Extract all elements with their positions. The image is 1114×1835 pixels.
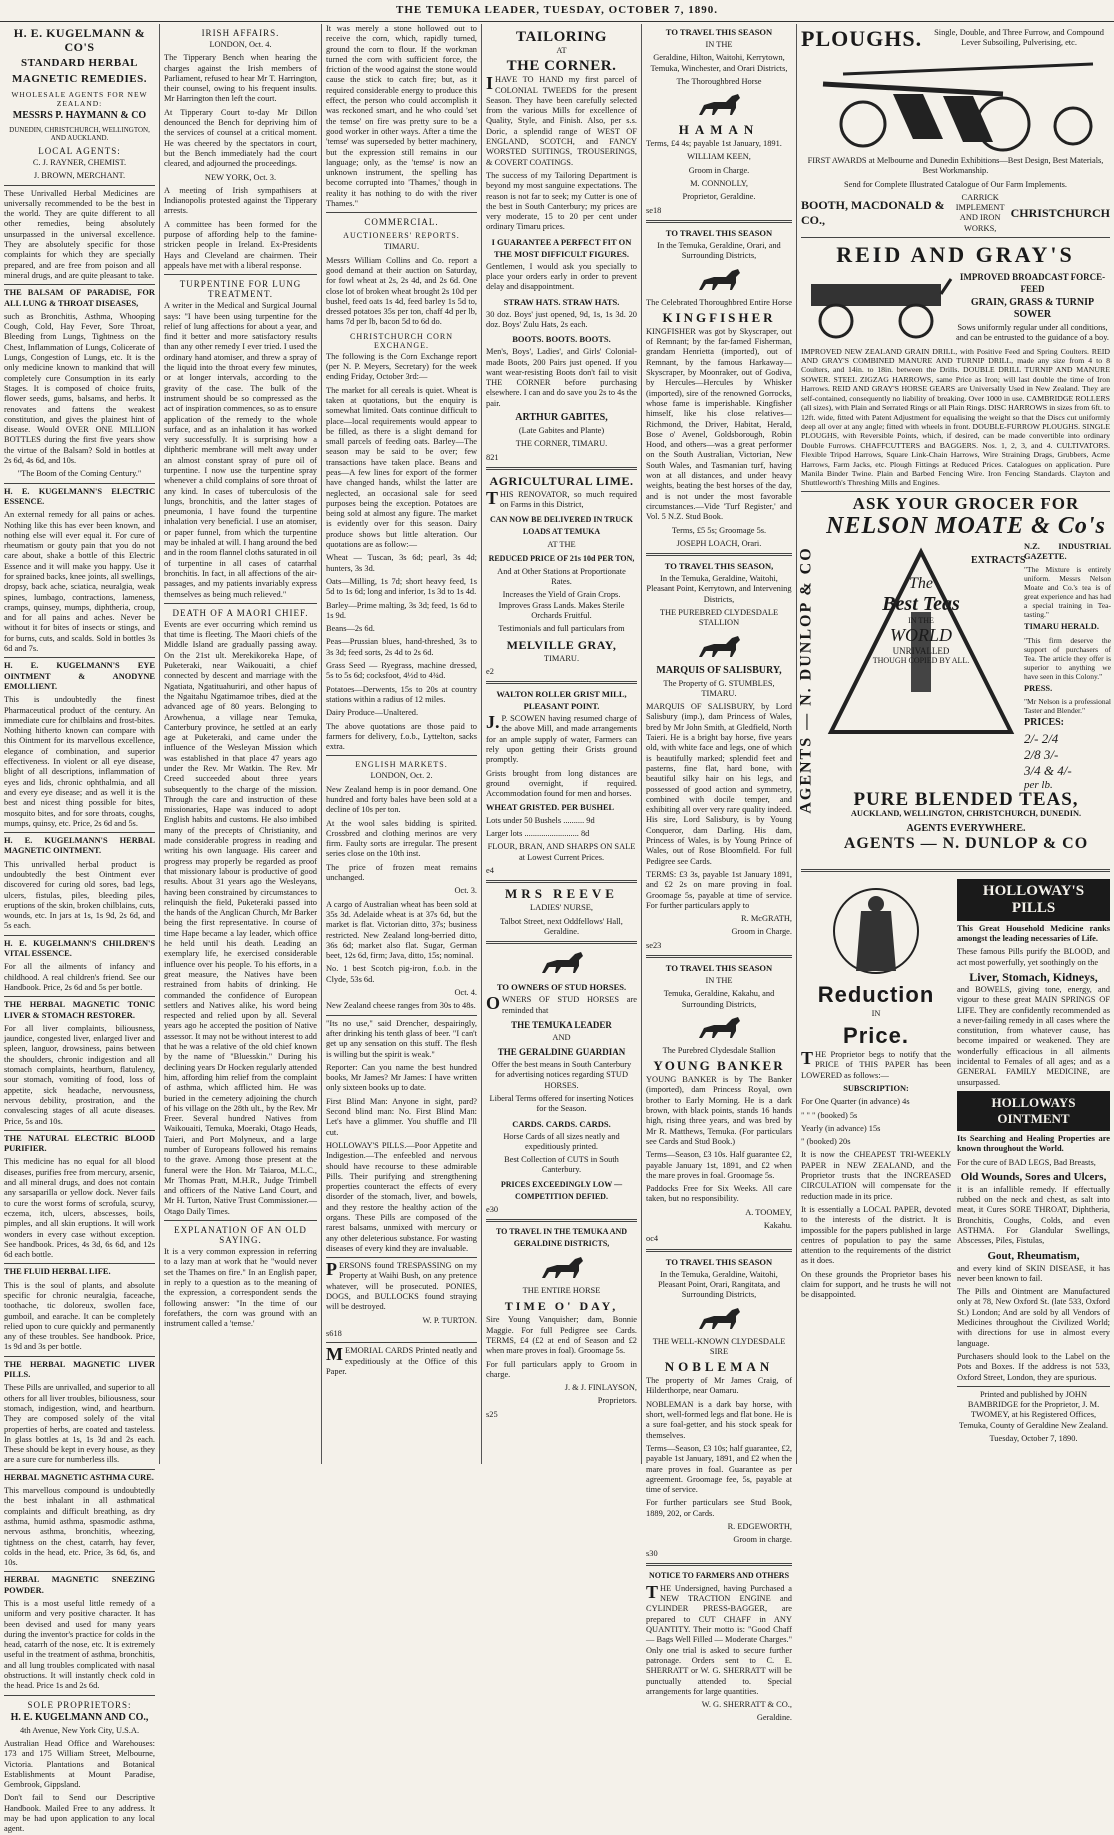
- tea-the: The: [909, 574, 933, 592]
- plough-illustration: [803, 54, 1108, 154]
- finlayson: J. & J. FINLAYSON,: [564, 1383, 637, 1393]
- horse-icon: [694, 632, 744, 662]
- column-3: [322, 24, 482, 1464]
- kingfisher-prop: JOSEPH LOACH, Orari.: [676, 538, 762, 548]
- english-markets-heading: ENGLISH MARKETS.: [355, 760, 448, 770]
- pure-blended: PURE BLENDED TEAS,: [853, 789, 1079, 811]
- boots-text: Men's, Boys', Ladies', and Girls' Colonial-made Boots, 200 Pairs just opened. If you want wear-resisting Boots don't fail to visit THE CORNER before purchasing elsewhere. I can and do save you 2s to 4s the pair.: [486, 347, 637, 408]
- friend-emblem: [801, 876, 951, 976]
- printed-by: Printed and published by JOHN BAMBRIDGE for the Proprietor, J. M. TWOMEY, at his Registered Offices, Temuka, County of Geraldine New Zealand.: [959, 1389, 1108, 1430]
- corn-text-2: The market for all cereals is quiet. Wheat is taken at quotations, but the enquiry is somewhat limited. Oats continue difficult to place—local requirements would appear to be filled, as there is a slight demand for small parcels of feeding oats. Barley—The season may be said to be over; few transactions have taken place. Beans and peas—A few lines for export of the former have changed hands, whilst the latter are neglected, an occasional sale for seed purposes being the exception. Potatoes are being sold at almost any figure. The market is evidently over for this season. Dairy produce shows but little alteration. Our quotations are as follow:—: [326, 385, 477, 550]
- agents-name: MESSRS P. HAYMANN & CO: [12, 110, 147, 121]
- marquis-text: MARQUIS OF SALISBURY, by Lord Salisbury (imp.), dam Princess of Wales, bred by Mr John Smith, at Gledfield, North Taieri. He is a bright bay horse, five years old, with white face and legs, one of which is beautifully marked; splendid feet and pasterns, fine flat, hard bone, with beautiful silky hair on his legs, and possessed of good action and symmetry, combined with docile temper, and exhibiting all over very rare quality indeed. His sire, Lord Salisbury, is by Young Conqueror, dam Darling. His dam, Princess of Wales, is by Young Prince of Wales, out of Rose Bloomfield. For full Pedigree see Cards.: [646, 702, 792, 866]
- owners-terms: Liberal Terms offered for inserting Notices for the Season.: [489, 1094, 634, 1114]
- finlayson-no: s25: [486, 1409, 498, 1419]
- travel-3-dist: In the Temuka, Geraldine, Waitohi, Pleasant Point, Kerrytown, and Intervening Districts,: [646, 574, 792, 604]
- saying-text: It is a very common expression in referring to a lazy man at work that he "would never set the Thames on fire." In an English paper, in reply to a question as to the meaning of the expression, a correspondent sends the following answer: "In the time of our forefathers, the corn was ground with an instrument called a 'temse.': [164, 1247, 317, 1329]
- nobleman-groom: R. EDGEWORTH,: [727, 1521, 792, 1531]
- column-2: [160, 24, 322, 1464]
- arthur-gabites: ARTHUR GABITES,: [515, 412, 608, 424]
- ho-4: it is an infallible remedy. If effectually rubbed on the neck and chest, as salt into meat, it Cures SORE THROAT, Diphtheria, Bronchitis, Coughs, Colds, and even ASTHMA. For Glandular Swellings, Abscesses, Piles, Fistulas,: [957, 1184, 1110, 1246]
- nobleman-prop: The property of Mr James Craig, of Hilderthorpe, near Oamaru.: [646, 1376, 792, 1396]
- straw-hats: STRAW HATS. STRAW HATS.: [503, 296, 620, 307]
- sole-office: Australian Head Office and Warehouses: 173 and 175 William Street, Melbourne, Victoria. Plantations and Botanical Establishments at Mount Paradise, Gembrook, Gippsland.: [4, 1738, 155, 1790]
- agents-everywhere: AGENTS EVERYWHERE.: [906, 822, 1026, 834]
- young-banker: YOUNG BANKER: [653, 1058, 785, 1074]
- cuts-text: Best Collection of CUTS in South Canterbury.: [504, 1155, 619, 1175]
- column-5: [642, 24, 797, 1723]
- banker-no: oc4: [646, 1234, 659, 1244]
- ladies-nurse: LADIES' NURSE,: [530, 903, 593, 913]
- side-press-text: "Mr Nelson is a professional Taster and Blender.": [1024, 696, 1111, 715]
- oct3-label: Oct. 3.: [454, 886, 477, 896]
- kugelmann-title-3: MAGNETIC REMEDIES.: [12, 73, 147, 85]
- wheat-quote: Wheat — Tuscan, 3s 6d; pearl, 3s 4d; hunters, 3s 3d.: [326, 553, 477, 573]
- flour-no: e4: [486, 866, 494, 876]
- sole-address: 4th Avenue, New York City, U.S.A.: [19, 1725, 140, 1735]
- travel-1-inthe: IN THE: [705, 40, 733, 49]
- marquis-no: se23: [646, 940, 662, 950]
- vertical-dunlop: [797, 495, 817, 865]
- reduction-in: IN: [871, 1008, 881, 1018]
- cheese-text: New Zealand cheese ranges from 30s to 48s.: [326, 1001, 476, 1011]
- grist-text: Grists brought from long distances are ground overnight, if required. Accommodation found for men and horses.: [486, 768, 637, 799]
- notice-heading: NOTICE TO FARMERS AND OTHERS: [648, 1570, 790, 1580]
- marquis-groom: R. McGRATH,: [741, 914, 792, 924]
- vertical-dunlop-text: AGENTS — N. DUNLOP & CO: [798, 546, 816, 814]
- lime-test: Testimonials and full particulars from: [498, 624, 625, 634]
- balsam-text: such as Bronchitis, Asthma, Whooping Cough, Cold, Hay Fever, Sore Throat, Bleeding from Lungs, Tightness on the Chest, Inflammation of Lungs, Colicerate of Lungs, Congestion of Lungs, etc. It is the only medicine known to mankind that will completely cure Consumption in its early Stages. It is composed of choice fruits, flower seeds, gums, balsams, and herbs. It renovates and fattens the weakest constitution, and gives the plainest hint of disease. Would OVER ONE MILLION BOTTLES during the first five years show the virtue of the Balsam? Sold in bottles at 2s 6d, 4s 6d, and 10s.: [4, 311, 155, 466]
- ho-8: Purchasers should look to the Label on the Pots and Boxes. If the address is not 533, Oxford Street, London, they are spurious.: [957, 1351, 1110, 1382]
- masthead: THE TEMUKA LEADER, TUESDAY, OCTOBER 7, 1890.: [0, 0, 1114, 22]
- column-6: [797, 24, 1114, 1464]
- banker-prop: A. TOOMEY,: [745, 1207, 792, 1217]
- travel-1-heading: TO TRAVEL THIS SEASON: [665, 27, 773, 37]
- arthur-addr: THE CORNER, TIMARU.: [515, 439, 608, 449]
- entire-horse: THE ENTIRE HORSE: [522, 1286, 601, 1296]
- boom-text: "The Boom of the Coming Century.": [17, 469, 142, 479]
- haman-prop-2: Proprietor, Geraldine.: [682, 192, 756, 202]
- owners-offer: Offer the best means in South Canterbury for advertising notices regarding STUD HORSES.: [491, 1060, 632, 1090]
- hp-4: and BOWELS, giving tone, energy, and vigour to these great MAIN SPRINGS OF LIFE. They are confidently recommended as a never-failing remedy in all cases where the constitution, from whatever cause, has become impaired or weakened. They are wonderfully efficacious in all ailments incidental to Females of all ages; and as a GENERAL FAMILY MEDICINE, are unsurpassed.: [957, 984, 1110, 1087]
- memorial-cards: MEMORIAL CARDS Printed neatly and expeditiously at the Office of this Paper.: [326, 1344, 477, 1376]
- ho-5: Gout, Rheumatism,: [987, 1249, 1080, 1262]
- irish-text-4: A committee has been formed for the purpose of affording help to the famine-stricken people in Ireland. Ex-Presidents Hays and Cleveland are chairmen. Their appeals have met with a liberal response.: [164, 219, 317, 270]
- beans-quote: Beans—2s 6d.: [326, 624, 375, 634]
- marquis-prop: The Property of G. STUMBLES, TIMARU.: [663, 678, 775, 698]
- lime-can: CAN NOW BE DELIVERED IN TRUCK LOADS AT TEMUKA: [489, 514, 634, 536]
- prices-low: PRICES EXCEEDINGLY LOW — COMPETITION DEFIED.: [500, 1179, 623, 1201]
- ho-2: For the cure of BAD LEGS, Bad Breasts,: [957, 1157, 1096, 1167]
- price-1: 2/- 2/4: [1024, 731, 1059, 747]
- travel-2-sub: The Celebrated Thoroughbred Entire Horse: [646, 297, 792, 307]
- saying-cont: It was merely a stone hollowed out to receive the corn, which, rapidly turned, ground the corn to flour. If the workman turned the corn with sufficient force, the friction of the wood against the stone would cause the stick to catch fire; but, as it required considerable energy to produce this effect, the person who could accomplish it was reckoned smart, and he who could 'set the temse' on fire was pretty sure to be a good worker in other ways. After a time the 'temse' was superseded by better machinery, but the expression still remains in our language; only, as the 'temse' is now an unknown instrument, the spelling has become corrupted into 'Thames,' though in reality it has nothing to do with the river Thames.": [326, 24, 477, 209]
- travel-2-dist: In the Temuka, Geraldine, Orari, and Surrounding Districts,: [657, 240, 781, 261]
- barley-quote: Barley—Prime malting, 3s 3d; feed, 1s 6d to 1s 9d.: [326, 600, 477, 620]
- agents-cities: DUNEDIN, CHRISTCHURCH, WELLINGTON, AND AUCKLAND.: [9, 126, 150, 142]
- holloway-pills-title: HOLLOWAY'S PILLS: [957, 879, 1110, 921]
- tod-text: Sire Young Vanquisher; dam, Bonnie Maggie. For full Pedigree see Cards. TERMS, £4 (£2 at end of Season and £2 when mare proves in foal). Groomage 5s.: [486, 1315, 637, 1356]
- agent-1: C. J. RAYNER, CHEMIST.: [32, 158, 127, 167]
- reid-improved: IMPROVED BROADCAST FORCE-FEED: [959, 272, 1106, 295]
- side-timaru: TIMARU HERALD.: [1024, 622, 1099, 632]
- kingfisher-text: KINGFISHER was got by Skyscraper, out of Remnant; by the far-famed Fisherman, grandam Henrietta (imported), out of Remnant, by the famous Harkaway—Skyscraper, by Moonraker, out of Godiva, by Hercules—Hercules by Whisker (imported), sire of the renowned Gorrocks, whose fame is imperishable. Kingfisher himself, like his close relatives—Richmond, the Driver, Habitat, Herald, Bose o' Avenel, Goldsborough, Robin Hood, and others—was a great performer on the South Australian, Victorian, New South Wales, and Tasmanian turf, having won at all distances, and under heavy weights, beating the best horses of the day, and is not under the most favorable circumstances.—Vide 'Turf Register,' and Vol. 5 N.Z. Stud Book.: [646, 326, 792, 522]
- travel-4-dist: Temuka, Geraldine, Kakahu, and Surrounding Districts,: [663, 989, 775, 1009]
- london-oct2: LONDON, Oct. 2.: [370, 771, 433, 781]
- irish-text-2: At Tipperary Court to-day Mr Dillon denounced the Bench for depriving him of the services of counsel at a critical moment. He was cheered by the spectators in court, but the Bench immediately had the court cleared, and adjourned the proceedings.: [164, 107, 317, 169]
- auctioneers-heading: AUCTIONEERS' REPORTS.: [343, 231, 460, 241]
- time-o-day: TIME O' DAY,: [504, 1299, 619, 1314]
- marquis-groom-2: Groom in Charge.: [731, 927, 792, 937]
- send-catalogue: Send for Complete Illustrated Catalogue of Our Farm Implements.: [843, 179, 1068, 189]
- wheat-gristed: WHEAT GRISTED. PER BUSHEL: [486, 802, 615, 812]
- haman-prop: M. CONNOLLY,: [690, 179, 748, 189]
- hemp-text: New Zealand hemp is in poor demand. One hundred and forty bales have been sold at a decline of 10s per ton.: [326, 784, 477, 815]
- meat-text: The price of frozen meat remains unchanged.: [326, 862, 477, 883]
- banker-terms: Terms—Season, £3 10s. Half guarantee £2, payable January 1st, 1891, and £2 when the mare proves in foal. Groomage 5s.: [646, 1150, 792, 1180]
- mrs-reeve: MRS REEVE: [505, 886, 618, 902]
- owners-and: AND: [552, 1032, 571, 1042]
- tea-extracts: EXTRACTS: [971, 554, 1026, 566]
- haman-no: se18: [646, 205, 662, 215]
- tailoring-at: AT: [556, 46, 567, 55]
- tea-though: THOUGH COPIED BY ALL.: [872, 655, 970, 665]
- travel-1-sub: The Thoroughbred Horse: [676, 76, 762, 86]
- asthma-text: This marvellous compound is undoubtedly the best inhalant in all asthmatical complaints and difficult breathing, as dry asthma, humid asthma, spasmodic asthma, nervous asthma, bronchitis, wheezing, tightness on the chest, catarrh, hay fever, colds in the head, etc. Price, 3s 6d, 6s, and 10s.: [4, 1486, 155, 1568]
- electric-text: An external remedy for all pains or aches. Nothing like this has ever been known, and nothing else will ever equal it. For cure of rheumatism or gouty pain that you do not care about, shake a bottle of this Electric Essence and it will make you happy. Use it for sprained backs, knee joints, all swellings, dropsy, back ache, sciatica, neuralgia, weak spines, lumbago, contractions, lameness, cramps, quinsey, mumps, diphtheria, croup, and for all pains and aches. Never be without it for bites of insects or stings, and for burns, cuts, and scalds. Sold in bottles 3s 6d and 7s.: [4, 510, 155, 654]
- ploughs-title: PLOUGHS.: [801, 26, 923, 51]
- owners-heading: TO OWNERS OF STUD HORSES.: [496, 982, 627, 993]
- ho-3: Old Wounds, Sores and Ulcers,: [960, 1170, 1107, 1183]
- travel-2-heading: TO TRAVEL THIS SEASON: [665, 227, 773, 238]
- lime-benefits: Increases the Yield of Grain Crops. Improves Grass Lands. Makes Sterile Orchards Fruitful.: [498, 590, 625, 620]
- ploughs-sub: Single, Double, and Three Furrow, and Compound Lever Subsoiling, Pulverising, etc.: [934, 28, 1104, 48]
- horse-icon: [694, 90, 744, 120]
- prices-label: PRICES:: [1024, 716, 1065, 728]
- boots-heading: BOOTS. BOOTS. BOOTS.: [512, 334, 611, 345]
- tea-cities: AUCKLAND, WELLINGTON, CHRISTCHURCH, DUNEDIN.: [850, 809, 1082, 819]
- sub-3: Yearly (in advance) 15s: [801, 1123, 881, 1133]
- arthur-sub: (Late Gabites and Plante): [518, 426, 605, 436]
- tea-unrivalled: UNRIVALLED: [892, 645, 950, 656]
- travel-4-heading: TO TRAVEL THIS SEASON: [665, 963, 773, 973]
- joke-2: Reporter: Can you name the best hundred books, Mr James? Mr James: I have written only sixteen books up to date.: [326, 1062, 477, 1093]
- child-text: For all the ailments of infancy and childhood. A real children's friend. See our Handbook. Price, 2s 6d and 5s per bottle.: [4, 962, 155, 992]
- tailoring-title: TAILORING: [516, 29, 607, 45]
- irish-text-3: A meeting of Irish sympathisers at Indianopolis protested against the Tipperary arrests.: [164, 185, 317, 216]
- ho-1: Its Searching and Healing Properties are known throughout the World.: [957, 1133, 1110, 1154]
- wool-text: At the wool sales bidding is spirited. Crossbred and clothing merinos are very firm. Faulty sorts are irregular. The present series close on the 10th inst.: [326, 818, 477, 859]
- melville-gray: MELVILLE GRAY,: [506, 637, 617, 652]
- tod-apply: For full particulars apply to Groom in charge.: [486, 1359, 637, 1379]
- blood-text: This medicine has no equal for all blood diseases, purifies free from mercury, arsenic, and all mineral drugs, and does not contain any sarsaparilla or yellow dock. Never fails to cure the worst forms of scrofula, scurvy, eczema, itch, ulcers, abscesses, boils, pimples, and all skin eruptions. It will work wonders in every case without exception. See handbook. Prices, 4s 3d, 6s 6d, and 12s 6d each bottle.: [4, 1157, 155, 1260]
- tailoring-corner: THE CORNER.: [506, 58, 617, 75]
- straw-text: 30 doz. Boys' just opened, 9d, 1s, 1s 3d. 20 doz. Boys' Zulu Hats, 2s each.: [486, 309, 637, 329]
- reid-gray-title: REID AND GRAY'S: [836, 242, 1075, 268]
- herbal-text: This unrivalled herbal product is undoubtedly the best Ointment ever discovered for curing old sores, bad legs, ulcers, fistulas, piles, bleeding piles, eruptions of the skin, broken chilblains, cuts, wounds, etc. In jars at 1s, 1s 9d, 2s 6d, and 5s each.: [4, 859, 155, 931]
- horse-icon: [694, 1013, 744, 1043]
- tea-inthe: IN THE: [908, 615, 934, 625]
- lime-reduced: REDUCED PRICE OF 21s 10d PER TON,: [488, 553, 635, 563]
- side-gazette-text: "The Mixture is entirely uniform. Messrs Nelson Moate and Co.'s tea is of great experience and has had a special training in Tea-tasting.": [1024, 565, 1111, 620]
- hp-1: This Great Household Medicine ranks amongst the leading necessaries of Life.: [957, 923, 1110, 944]
- tea-world: WORLD: [890, 624, 952, 645]
- maori-heading: DEATH OF A MAORI CHIEF.: [172, 607, 309, 618]
- reduction-text-2: It is now the CHEAPEST TRI-WEEKLY PAPER in NEW ZEALAND, and the Proprietor trusts that the INCREASED CIRCULATION will compensate for the reduction made in its price.: [801, 1150, 951, 1201]
- travel-4-inthe: IN THE: [705, 976, 733, 985]
- turpentine-heading: TURPENTINE FOR LUNG TREATMENT.: [179, 279, 302, 300]
- lime-other: And at Other Stations at Proportionate Rates.: [497, 566, 626, 587]
- commercial-heading: COMMERCIAL.: [364, 217, 439, 228]
- holloway-notice: HOLLOWAY'S PILLS.—Poor Appetite and Indigestion.—The enfeebled and nervous should have recourse to these admirable Pills. Their purifying and strengthening properties counteract the effects of every disorder of the stomach, liver, and bowels, and they restore the healthy action of the organs. These Pills are composed of the rarest balsams, unmixed with mercury or any other deleterious substance. For wasting diseases of every kind they are invaluable.: [326, 1140, 477, 1253]
- electric-heading: H. E. KUGELMANN'S ELECTRIC ESSENCE.: [4, 486, 155, 506]
- nobleman-part: For further particulars see Stud Book, 1889, 202, or Cards.: [646, 1498, 792, 1518]
- trespass-no: s618: [326, 1328, 342, 1338]
- owners-guardian: THE GERALDINE GUARDIAN: [497, 1047, 626, 1058]
- banker-text: YOUNG BANKER is by The Banker (imported), dam Princess Royal, own brother to Early Morning. He is a dark brown, with black points, stands 16 hands high, rising three years, and was bred by Mr R. Matthews, Temuka. (For particulars see Cards and Stud Book.): [646, 1075, 792, 1146]
- nobleman: NOBLEMAN: [664, 1359, 774, 1375]
- haman-groom-2: Groom in Charge.: [688, 165, 750, 175]
- prices-no: e30: [486, 1204, 499, 1214]
- travel-3-heading: TO TRAVEL THIS SEASON,: [664, 561, 774, 572]
- banker-prop-2: Kakahu.: [763, 1221, 792, 1231]
- travel-4-sub: The Purebred Clydesdale Stallion: [662, 1045, 776, 1055]
- blood-heading: THE NATURAL ELECTRIC BLOOD PURIFIER.: [4, 1133, 155, 1154]
- london-dateline: LONDON, Oct. 4.: [209, 40, 272, 49]
- travel-temuka: TO TRAVEL IN THE TEMUKA AND GERALDINE DISTRICTS,: [495, 1227, 628, 1249]
- wheat-lot-2: Larger lots .......................... 8d: [486, 829, 590, 839]
- ho-7: The Pills and Ointment are Manufactured only at 78, New Oxford St. (late 533, Oxford St.) London; And are sold by all Vendors of Medicines throughout the Civilized World; with directions for use in almost every language.: [957, 1287, 1110, 1348]
- irish-text-1: The Tipperary Bench when hearing the charges against the Irish members of Parliament, refused to hear Mr T. Harrington, their counsel, owing to his frequent insults. Mr Harrington then left the court.: [164, 53, 317, 104]
- eye-heading: H. E. KUGELMANN'S EYE OINTMENT & ANODYNE EMOLLIENT.: [4, 661, 155, 691]
- asthma-heading: HERBAL MAGNETIC ASTHMA CURE.: [4, 1472, 154, 1482]
- oats-quote: Oats—Milling, 1s 7d; short heavy feed, 1s 5d to 1s 6d; long and inferior, 1s 3d to 1s 4d.: [326, 576, 477, 597]
- booth-name: BOOTH, MACDONALD & CO.,: [801, 198, 945, 228]
- tonic-text: For all liver complaints, biliousness, jaundice, congested liver, enlarged liver and spleen, languor, drowsiness, pains between the shoulders, chronic indigestion and all stomach complaints, heartburn, flatulency, sour stomach, vomiting of food, loss of appetite, sick headache, nervousness, nervous debility, prostration, and the convalescing stages of all acute diseases. Price, 5s and 10s.: [4, 1023, 155, 1126]
- booth-sub: CARRICK IMPLEMENT AND IRON WORKS,: [955, 192, 1005, 233]
- price-4: per lb.: [1024, 779, 1053, 792]
- hp-3: Liver, Stomach, Kidneys,: [969, 969, 1098, 984]
- oct4-label: Oct. 4.: [454, 988, 477, 998]
- snuff-heading: HERBAL MAGNETIC SNEEZING POWDER.: [4, 1575, 155, 1595]
- side-press: PRESS.: [1024, 683, 1053, 693]
- balsam-heading: THE BALSAM OF PARADISE, FOR ALL LUNG & THROAT DISEASES,: [4, 288, 155, 308]
- reid-text: IMPROVED NEW ZEALAND GRAIN DRILL, with Positive Feed and Spring Coulters. REID AND GRAY'S COMBINED MANURE AND TURNIP DRILL, made any size from 4 to 8 Coulters, and 14in. to 18in. between the Drills. DOUBLE DRILL TURNIP AND MANURE SOWER. STEEL ZIGZAG HARROWS, same Price as Iron; will last double the time of Iron Harrows. REID AND GRAY'S HORSE GEARS are Universally Used in New Zealand. They are self-contained, consequently no liability of breaking. Over 1000 in use. CAMBRIDGE ROLLERS (all sizes), with Plain and Serrated Rings or all Plain Rings. DISC HARROWS in sizes from 6ft. to 12ft. wide, fitted with Patent Adjustment for equalising the weight so that the Discs cut uniformly deep all over at any angle; fitted with wheels in front. DOUBLE-FURROW PLOUGHS. SINGLE PLOUGHS, with Reversible Points, which, if desired, can be made convertible into ordinary Double Furrows. CHAFFCUTTERS and BAGGERS. Nos. 1, 2, 3, and 4. CULTIVATORS. Flexible Tripod Harrows, Square Link-Chain Harrows, Wire Straining Drags, Grubbers, Acme Harrows, Farm Jacks, etc. Plough Fittings at Reduced Prices. Catalogues on application. Pure Manila Binder Twine. Plain and Barbed Fencing Wire. Iron Fencing Standards. Clayton and Shuttleworth's Threshing Mills and Engines.: [801, 346, 1110, 488]
- liver-text: These Pills are unrivalled, and superior to all others for all liver troubles, biliousness, sour stomach, indigestion, wind, and heartburn. They are composed solely of the vital properties of herbs, are coated and tasteless. In glass bottles at 1s, 1s 3d and 2s each. These should be kept in every house, as they are a sure cure for numberless ills.: [4, 1383, 155, 1465]
- lime-atthe: AT THE: [547, 539, 576, 549]
- ny-dateline: NEW YORK, Oct. 3.: [204, 172, 277, 182]
- side-gazette: N.Z. INDUSTRIAL GAZETTE.: [1024, 541, 1111, 562]
- reduction-text-4: On these grounds the Proprietor bases his claim for support, and he trusts he will not be disappointed.: [801, 1269, 951, 1300]
- saying-heading: EXPLANATION OF AN OLD SAYING.: [174, 1225, 307, 1246]
- tailoring-text-1: IHAVE TO HAND my first parcel of COLONIAL TWEEDS for the present Season. They have been carefully selected from the various Mills for excellence of Quality, Style, and Finish. Also, per s.s. Doric, a splendid range of WEST OF ENGLAND, SCOTCH, and FANCY WORSTED SUITINGS, TROUSERINGS, & COVERT COATINGS.: [486, 73, 637, 167]
- reduction-text-3: It is essentially a LOCAL PAPER, devoted to the interests of the district. It is impossible for the papers published in large centres of population to pay the same attention to the requirements of the district as it does.: [801, 1204, 951, 1266]
- dairy-quote: Dairy Produce—Unaltered.: [326, 708, 419, 718]
- liver-heading: THE HERBAL MAGNETIC LIVER PILLS.: [4, 1359, 155, 1380]
- trespass-sig: W. P. TURTON.: [422, 1315, 477, 1325]
- peas-quote: Peas—Prussian blues, hand-threshed, 3s to 3s 3d; feed sorts, 2s 4d to 2s 6d.: [326, 637, 477, 657]
- intro-text: These Unrivalled Herbal Medicines are universally recommended to be the best in the world. They are quite different to all other remedies, being absolutely unsurpassed in the universal excellence. They are absolutely specific for those complaints for which they are specially prepared, and are free from poison and all mineral drugs, and are quite pleasant to take.: [4, 188, 155, 280]
- agents-line: WHOLESALE AGENTS FOR NEW ZEALAND:: [11, 90, 148, 108]
- reduction-title: Reduction: [817, 981, 935, 1007]
- trespass-notice: PERSONS found TRESPASSING on my Property at Waihi Bush, on any pretence whatever, will be prosecuted. PONIES, DOGS, and BULLOCKS found straying will be destroyed.: [326, 1259, 477, 1312]
- column-1: [0, 24, 160, 1834]
- child-heading: H. E. KUGELMANN'S CHILDREN'S VITAL ESSENCE.: [4, 938, 155, 959]
- travel-5-heading: TO TRAVEL THIS SEASON: [665, 1256, 773, 1267]
- sole-label: SOLE PROPRIETORS:: [27, 1699, 132, 1710]
- horse-icon: [537, 1253, 587, 1283]
- reduction-text-1: THE Proprietor begs to notify that the PRICE of THIS PAPER has been LOWERED as follows:—: [801, 1048, 951, 1080]
- reid-grain: GRAIN, GRASS & TURNIP SOWER: [970, 297, 1095, 321]
- reid-sows: Sows uniformly regular under all conditions, and can be entrusted to the guidance of a boy.: [956, 323, 1109, 343]
- cards-heading: CARDS. CARDS. CARDS.: [512, 1118, 611, 1129]
- potatoes-quote: Potatoes—Derwents, 15s to 20s at country stations within a radius of 12 miles.: [326, 684, 477, 704]
- notice-sig: W. G. SHERRATT & CO.,: [701, 1700, 792, 1710]
- notice-sig-2: Geraldine.: [756, 1713, 792, 1723]
- marquis: MARQUIS OF SALISBURY,: [656, 664, 782, 676]
- nelson-moate: NELSON MOATE & Co's: [826, 512, 1106, 539]
- flour-sale: FLOUR, BRAN, AND SHARPS ON SALE at Lowest Current Prices.: [487, 842, 636, 862]
- nobleman-text: NOBLEMAN is a dark bay horse, with short, well-formed legs and flat bone. He is a sure foal-getter, and his stock speak for themselves.: [646, 1399, 792, 1440]
- handbook-text: Don't fail to Send our Descriptive Handbook. Mailed Free to any address. It may be had upon application to any local agent.: [4, 1793, 155, 1834]
- hp-2: These famous Pills purify the BLOOD, and act most powerfully, yet soothingly on the: [957, 947, 1110, 967]
- corn-heading: CHRISTCHURCH CORN EXCHANGE.: [349, 331, 453, 350]
- grass-quote: Grass Seed — Ryegrass, machine dressed, 5s to 5s 6d; cocksfoot, 4½d to 4¾d.: [326, 661, 477, 681]
- nobleman-terms: Terms—Season, £3 10s; half guarantee, £2, payable 1st January, 1891, and £2 when the mare proves in foal. Guarantee as per agreement. Groomage fee, 5s, payable at time of service.: [646, 1443, 792, 1495]
- snuff-text: This is a most useful little remedy of a uniform and very positive character. It has been devised and used for many years during the inventor's practice for colds in the head, catarrh of the nose, etc. It is extremely useful in the treatment of asthma, bronchitis, and all lung troubles complicated with nasal obstructions. It will instantly check cold in the head. Price 1s and 2s 6d.: [4, 1599, 155, 1691]
- joke-1: "Its no use," said Drencher, despairingly, after drinking his tenth glass of beer. "I can't get up any sensation on this stuff. The flesh is willing but the spirit is weak.": [326, 1018, 477, 1059]
- haman: HAMAN: [678, 122, 760, 138]
- quote-note: The above quotations are those paid to farmers for delivery, f.o.b., Lyttelton, sacks extra.: [326, 721, 477, 752]
- owners-text: OWNERS OF STUD HORSES are reminded that: [486, 993, 637, 1015]
- nobleman-groom-2: Groom in charge.: [733, 1535, 792, 1545]
- ho-6: and every kind of SKIN DISEASE, it has never been known to fail.: [957, 1263, 1110, 1283]
- local-agents: LOCAL AGENTS:: [38, 146, 121, 156]
- sole-name: H. E. KUGELMANN AND CO.,: [10, 1711, 149, 1723]
- finlayson-prop: Proprietors.: [597, 1396, 637, 1406]
- booth-city: CHRISTCHURCH: [1010, 205, 1110, 220]
- lime-text: THIS RENOVATOR, so much required on Farms in this District,: [486, 487, 637, 510]
- walton-mill: WALTON ROLLER GRIST MILL, PLEASANT POINT.: [496, 689, 627, 712]
- holloway-ointment-title: HOLLOWAYS OINTMENT: [957, 1091, 1110, 1131]
- timaru-label: TIMARU.: [383, 242, 420, 252]
- guarantee: I GUARANTEE A PERFECT FIT ON THE MOST DIFFICULT FIGURES.: [491, 236, 632, 259]
- cards-text: Horse Cards of all sizes neatly and expeditiously printed.: [503, 1131, 620, 1151]
- nobleman-no: s30: [646, 1548, 658, 1558]
- melville-no: e2: [486, 666, 494, 676]
- horse-icon: [694, 1304, 744, 1334]
- turpentine-text: A writer in the Medical and Surgical Journal says: "I have been using turpentine for the relief of lung affections for about a year, and find it better and more satisfactory results than any other remedy I ever tried. I used the ordinary hand atomiser, and threw a spray of the liquid into the throat every few minutes, or at longer intervals, according to the gravity of the case. The bulk of the instrument should be so compressed as the act of inspiration commences, so as to ensure application of the remedy to the whole surface, and as an inhalation it has worked very successfully. It is surprising how a diphtheric membrane will melt away under an almost constant spray of pure oil of turpentine. I now use the turpentine spray whenever a child complains of sore throat of any kind. In cases of tuberculosis of the lungs, bronchitis, and the latter stages of pneumonia, I have found the turpentine inhalation very beneficial. I use an atomiser, or paper funnel, from which the turpentine may be inhaled at will. I hang around the bed and in the room flannel cloths saturated in oil of turpentine in all cases of catarrhal bronchitis. In fact, in all affections of the air-passages, and my patients invariably express themselves as being much relieved.": [164, 301, 317, 599]
- sub-2: " " " (booked) 5s: [801, 1110, 858, 1120]
- sower-illustration: [801, 269, 951, 339]
- travel-5-dist: In the Temuka, Geraldine, Waitohi, Pleasant Point, Orari, Rangitata, and Surrounding Districts,: [657, 1269, 781, 1300]
- tailoring-text-2: The success of my Tailoring Department is beyond my most sanguine expectations. The reason is not far to seek; my Cutter is one of the best in South Canterbury; my prices are very moderate, 15 to 20 per cent under ordinary Timaru prices.: [486, 170, 637, 232]
- side-timaru-text: "This firm deserve the support of purchasers of Tea. The article they offer is superior to anything we have seen in this Colony.": [1024, 635, 1111, 681]
- subscription: SUBSCRIPTION:: [843, 1083, 909, 1093]
- owners-leader: THE TEMUKA LEADER: [511, 1019, 612, 1030]
- pig-iron-text: No. 1 best Scotch pig-iron, f.o.b. in the Clyde, 53s 6d.: [326, 964, 477, 984]
- tonic-heading: THE HERBAL MAGNETIC TONIC LIVER & STOMACH RESTORER.: [4, 1000, 155, 1020]
- kingfisher-terms: Terms, £5 5s; Groomage 5s.: [671, 525, 767, 535]
- agents-dunlop: AGENTS — N. DUNLOP & CO: [843, 834, 1089, 852]
- sub-4: " (booked) 20s: [801, 1137, 851, 1147]
- haman-groom: WILLIAM KEEN,: [687, 152, 751, 162]
- travel-5-sub: THE WELL-KNOWN CLYDESDALE SIRE: [652, 1336, 786, 1356]
- fluid-text: This is the soul of plants, and absolute specific for chronic neuralgia, faceache, toothache, tic doloreux, swollen face, gumboil, and earache. It can be completely relied upon to cure quickly and permanently any of these troubles. See handbook. Price, 1s 9d and 3s per bottle.: [4, 1280, 155, 1352]
- ask-grocer: ASK YOUR GROCER FOR: [852, 493, 1080, 513]
- herbal-heading: H. E. KUGELMANN'S HERBAL MAGNETIC OINTMENT.: [4, 836, 155, 856]
- fluid-heading: THE FLUID HERBAL LIFE.: [4, 1267, 111, 1277]
- kugelmann-title: H. E. KUGELMANN & CO'S: [13, 26, 146, 54]
- melville-town: TIMARU.: [543, 653, 580, 663]
- corn-text-1: The following is the Corn Exchange report (per N. P. Meyers, Secretary) for the week ending Friday, October 3rd:—: [326, 351, 477, 382]
- kugelmann-title-2: STANDARD HERBAL: [20, 57, 138, 69]
- marquis-terms: TERMS: £3 3s, payable 1st January 1891, and £2 2s on mare proving in foal. Groomage 5s, payable at time of service. For further particulars apply to: [646, 869, 792, 910]
- arthur-no: 821: [486, 452, 499, 462]
- tailoring-text-3: Gentlemen, I would ask you specially to place your orders early in order to prevent delay and disappointment.: [486, 261, 637, 292]
- agent-2: J. BROWN, MERCHANT.: [33, 171, 126, 181]
- price-2: 2/8 3/-: [1024, 747, 1059, 763]
- tea-best: Best Teas: [882, 592, 960, 615]
- reeve-addr: Talbot Street, next Oddfellows' Hall, Geraldine.: [500, 916, 623, 936]
- column-4: [482, 24, 642, 1464]
- sub-1: For One Quarter (in advance) 4s: [801, 1097, 910, 1107]
- notice-text: THE Undersigned, having Purchased a NEW TRACTION ENGINE and CYLINDER PRESS-BAGGER, are prepared to CUT CHAFF in ANY QUANTITY. Their motto is: "Good Chaff — Bags Well Filled — Moderate Charges." Only one trial is asked to secure further patronage. Orders sent to C. E. SHERRATT or W. G. SHERRATT will be punctually attended to. Special arrangements for large quantities.: [646, 1581, 792, 1696]
- eye-text: This is undoubtedly the finest Pharmaceutical product of the century. An immediate cure for chilblains and frost-bites. Nothing hitherto known can compare with this Ointment for its marvellous excellence, elegance of combination, and superior effectiveness. In violent or all eye disease, blight of all descriptions, inflammation of eyes and lids, chronic ophthalmia, and all and every eye disease; and as well it is the best and nicest thing possible for bites, mosquito bites, and for sore throats, coughs, mumps, quinsy, etc. Price, 2s 6d and 5s.: [4, 695, 155, 828]
- joke-3: First Blind Man: Anyone in sight, pard? Second blind man: No. First Blind Man: Let's have a glimmer. You shuffle and I'll cut.: [326, 1096, 477, 1137]
- maori-text: Events are ever occurring which remind us that time is fleeting. The Maori chiefs of the Middle Island are gradually passing away. On the 21st ult. Merekikoreka Hape, of Puketeraki, near Waikouaiti, a chief connected by descent and marriage with the Ngatiata, Ngatituahuriri, and other hapus of the Ngaitahu Ngatimamoe tribes, died at the advanced age of 80 years. Belonging to Arowhenua, a village near Temuka, Canterbury province, he settled at an early age at Puketeraki, and came under the influence of the Wesleyan Mission which was established in that place 47 years ago under the Rev. Mr Watkin. The Rev. Mr Creed succeeded about three years subsequently to the charge of the mission. Through the care and instruction of these missionaries, Hape was induced to adopt English habits and customs. He also imbibed many of the precepts of Christianity, and made considerable progress in reading and writing his own language. His career and progress may properly be regarded as proof that missionary labour is productive of good results. About 31 years ago the Wesleyans, having been constrained by circumstances to relinquish the field, Puketeraki passed into the hands of the Anglican Church, Mr Barker being the first representative. In course of time Hape became a lay leader, which office he held until his death. Leading an exemplary life, he exercised considerable influence over his people. To his efforts, in a great measure, the Natives have been restrained from habits of drinking. He commanded the confidence of European settlers and Natives alike, his word being respected and relied upon by all. Several years ago he accepted the position of Native assessor. It may not be without interest to add that he was a relative of the old chief known by the name of "Bluesskin." During his declining years Dr Hocken regularly attended him, affording him relief from the complaint of asthma, which afflicted him. He was buried in the cemetery adjoining the church of his village on the 28th ult., by the Rev. Mr Freer. Several hundred Natives from Waikouaiti, Temuka, Moeraki, Otago Heads, Taieri, and Port Molyneux, and a large number of Europeans followed his remains to the grave. Among those present at the funeral were the Hon. Mr Taiaroa, M.L.C., Mr Thomas Pratt, M.H.R., Judge Trimbell and officers of the Native Land Court, and Mr H. Turton, Native Trust Commissioner.—Otago Daily Times.: [164, 619, 317, 1216]
- reduction-price: Price.: [843, 1023, 909, 1049]
- first-awards: FIRST AWARDS at Melbourne and Dunedin Exhibitions—Best Design, Best Materials, Best Workmanship.: [807, 156, 1104, 176]
- horse-icon: [694, 265, 744, 295]
- banker-paddock: Paddocks Free for Six Weeks. All care taken, but no responsibility.: [646, 1184, 792, 1204]
- irish-heading: IRISH AFFAIRS.: [201, 28, 280, 38]
- horse-icon: [537, 948, 587, 978]
- jps-text: J.P. SCOWEN having resumed charge of the above Mill, and made arrangements for an ample supply of water, Farmers can rely upon getting their Grists ground promptly.: [486, 712, 637, 765]
- price-3: 3/4 & 4/-: [1024, 763, 1072, 779]
- wheat-lot-1: Lots under 50 Bushels .......... 9d: [486, 815, 595, 825]
- travel-1-dist: Geraldine, Hilton, Waitohi, Kerrytown, Temuka, Winchester, and Orari Districts,: [650, 53, 788, 73]
- issue-date: Tuesday, October 7, 1890.: [989, 1434, 1078, 1444]
- haman-terms: Terms, £4 4s; payable 1st January, 1891.: [646, 139, 782, 149]
- auction-text: Messrs William Collins and Co. report a good demand at their auction on Saturday, for fowl wheat at 2s, 2s 4d, and 2s 6d. One close lot of broken wheat brought 2s 10d per bushel, feed oats 1s 4d, feed barley 1s 5d to, dressed potatoes 35s per ton, chaff 4d per lb, hams 7d per lb, bacon 5d to 6d do.: [326, 255, 477, 327]
- wheat-cargo-text: A cargo of Australian wheat has been sold at 35s 3d. Adelaide wheat is at 37s 6d, but the market is flat. Victorian ditto, 37s; business restricted. New Zealand long-berried ditto, 36s 6d; market also flat. Sugar, German beet, 12s 6d, firm; Java, ditto, 15s; nominal.: [326, 899, 477, 961]
- agricultural-lime: AGRICULTURAL LIME.: [489, 473, 634, 488]
- travel-3-sub: THE PUREBRED CLYDESDALE STALLION: [659, 607, 779, 628]
- kingfisher: KINGFISHER: [662, 309, 776, 325]
